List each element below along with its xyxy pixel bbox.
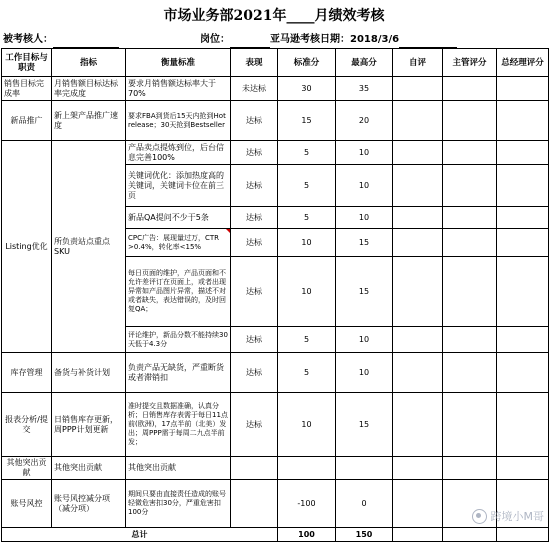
supervisor-score-cell[interactable] <box>443 165 497 207</box>
self-eval-cell[interactable] <box>393 480 443 528</box>
standard-text: CPC广告：展现量过万，CTR >0.4%，转化率<15% <box>128 233 220 251</box>
supervisor-score-cell[interactable] <box>443 457 497 480</box>
table-row <box>2 141 549 165</box>
table-row <box>2 353 549 393</box>
total-gm-score[interactable] <box>497 528 549 542</box>
standard-cell: 准时提交且数据准确，认真分析；日销售库存表需于每日11点前(欧洲)，17点半前（北美）发出；周PPP需于每周二九点半前发； <box>126 393 231 457</box>
self-eval-cell[interactable] <box>393 393 443 457</box>
std-score-cell: 15 <box>278 101 336 141</box>
max-score-cell: 10 <box>336 165 393 207</box>
gm-score-cell[interactable] <box>497 393 549 457</box>
self-eval-cell[interactable] <box>393 141 443 165</box>
max-score-cell: 15 <box>336 229 393 257</box>
self-eval-cell[interactable] <box>393 77 443 101</box>
post-blank[interactable] <box>230 35 270 48</box>
std-score-cell: 5 <box>278 353 336 393</box>
performance-cell <box>231 457 278 480</box>
gm-score-cell[interactable] <box>497 229 549 257</box>
max-score-cell: 10 <box>336 327 393 353</box>
performance-cell: 达标 <box>231 257 278 327</box>
performance-cell: 达标 <box>231 327 278 353</box>
post-field <box>200 31 457 48</box>
indicator-cell: 月销售额目标达标率完成度 <box>52 77 126 101</box>
std-score-cell: 10 <box>278 257 336 327</box>
standard-cell: 要求月销售额达标率大于70% <box>126 77 231 101</box>
total-max-score: 150 <box>336 528 393 542</box>
standard-cell: 期间只要由直接责任造成的账号轻微危害扣30分，严重危害扣100分 <box>126 480 231 528</box>
indicator-cell: 账号风控减分项（减分项） <box>52 480 126 528</box>
goal-cell: Listing优化 <box>2 141 52 353</box>
std-score-cell: -100 <box>278 480 336 528</box>
gm-score-cell[interactable] <box>497 327 549 353</box>
goal-cell: 库存管理 <box>2 353 52 393</box>
table-row <box>2 101 549 141</box>
max-score-cell: 20 <box>336 101 393 141</box>
supervisor-score-cell[interactable] <box>443 393 497 457</box>
header-gm-score: 总经理评分 <box>497 49 549 77</box>
date-blank-tail[interactable] <box>399 35 457 48</box>
self-eval-cell[interactable] <box>393 457 443 480</box>
supervisor-score-cell[interactable] <box>443 207 497 229</box>
header-standard: 衡量标准 <box>126 49 231 77</box>
max-score-cell: 15 <box>336 257 393 327</box>
standard-cell: 负责产品无缺货，严重断货或者滞销扣 <box>126 353 231 393</box>
goal-cell: 销售目标完成率 <box>2 77 52 101</box>
header-std-score: 标准分 <box>278 49 336 77</box>
performance-cell: 达标 <box>231 101 278 141</box>
table-row <box>2 393 549 457</box>
max-score-cell: 15 <box>336 393 393 457</box>
std-score-cell: 30 <box>278 77 336 101</box>
self-eval-cell[interactable] <box>393 101 443 141</box>
gm-score-cell[interactable] <box>497 207 549 229</box>
supervisor-score-cell[interactable] <box>443 327 497 353</box>
performance-cell: 达标 <box>231 353 278 393</box>
assessee-label: 被考核人： <box>3 34 53 45</box>
indicator-cell: 备货与补货计划 <box>52 353 126 393</box>
max-score-cell: 10 <box>336 141 393 165</box>
table-row <box>2 77 549 101</box>
standard-cell: 新品QA提问不少于5条 <box>126 207 231 229</box>
standard-cell: 产品卖点提炼到位，后台信息完善100% <box>126 141 231 165</box>
max-score-cell: 0 <box>336 480 393 528</box>
performance-cell: 未达标 <box>231 77 278 101</box>
performance-cell <box>231 480 278 528</box>
assessee-field <box>3 31 119 48</box>
std-score-cell: 5 <box>278 165 336 207</box>
post-label: 岗位： <box>200 34 230 45</box>
standard-cell: 要求FBA到货后15天内抢到Hot release；30天抢到Bestseller <box>126 101 231 141</box>
standard-cell: 其他突出贡献 <box>126 457 231 480</box>
header-supervisor-score: 主管评分 <box>443 49 497 77</box>
std-score-cell: 5 <box>278 141 336 165</box>
goal-cell: 新品推广 <box>2 101 52 141</box>
supervisor-score-cell[interactable] <box>443 101 497 141</box>
gm-score-cell[interactable] <box>497 141 549 165</box>
std-score-cell <box>278 457 336 480</box>
gm-score-cell[interactable] <box>497 77 549 101</box>
performance-cell: 达标 <box>231 141 278 165</box>
self-eval-cell[interactable] <box>393 165 443 207</box>
indicator-cell: 其他突出贡献 <box>52 457 126 480</box>
std-score-cell: 10 <box>278 229 336 257</box>
standard-cell <box>126 229 231 257</box>
performance-cell: 达标 <box>231 393 278 457</box>
max-score-cell <box>336 457 393 480</box>
self-eval-cell[interactable] <box>393 229 443 257</box>
standard-cell: 关键词优化：添加热度高的关键词，关键词卡位在前三页 <box>126 165 231 207</box>
assessment-table <box>1 48 549 542</box>
performance-cell: 达标 <box>231 165 278 207</box>
table-row <box>2 457 549 480</box>
std-score-cell: 5 <box>278 207 336 229</box>
watermark-text: 跨境小M哥 <box>490 510 544 523</box>
gm-score-cell[interactable] <box>497 257 549 327</box>
supervisor-score-cell[interactable] <box>443 77 497 101</box>
wechat-logo-icon <box>472 509 487 524</box>
post-value: 亚马逊考核日期：2018/3/6 <box>270 34 400 45</box>
total-self-eval[interactable] <box>393 528 443 542</box>
total-label: 总计 <box>2 528 278 542</box>
performance-cell: 达标 <box>231 229 278 257</box>
indicator-cell: 日销售库存更新，周PPP计划更新 <box>52 393 126 457</box>
supervisor-score-cell[interactable] <box>443 257 497 327</box>
goal-cell: 其他突出贡献 <box>2 457 52 480</box>
indicator-cell: 新上架产品推广速度 <box>52 101 126 141</box>
header-performance: 表现 <box>231 49 278 77</box>
gm-score-cell[interactable] <box>497 101 549 141</box>
performance-cell: 达标 <box>231 207 278 229</box>
max-score-cell: 10 <box>336 207 393 229</box>
self-eval-cell[interactable] <box>393 353 443 393</box>
total-row <box>2 528 549 542</box>
std-score-cell: 10 <box>278 393 336 457</box>
header-max-score: 最高分 <box>336 49 393 77</box>
max-score-cell: 35 <box>336 77 393 101</box>
header-row <box>2 49 549 77</box>
sheet-title: 市场业务部2021年____月绩效考核 <box>163 8 385 24</box>
supervisor-score-cell[interactable] <box>443 229 497 257</box>
assessee-blank[interactable] <box>53 35 119 48</box>
max-score-cell: 10 <box>336 353 393 393</box>
goal-cell: 报表分析/提交 <box>2 393 52 457</box>
header-indicator: 指标 <box>52 49 126 77</box>
goal-cell: 账号风控 <box>2 480 52 528</box>
supervisor-score-cell[interactable] <box>443 353 497 393</box>
supervisor-score-cell[interactable] <box>443 141 497 165</box>
table-row <box>2 480 549 528</box>
indicator-cell: 所负责站点重点SKU <box>52 141 126 353</box>
self-eval-cell[interactable] <box>393 257 443 327</box>
total-std-score: 100 <box>278 528 336 542</box>
self-eval-cell[interactable] <box>393 327 443 353</box>
std-score-cell: 5 <box>278 327 336 353</box>
gm-score-cell[interactable] <box>497 165 549 207</box>
gm-score-cell[interactable] <box>497 457 549 480</box>
total-supervisor-score[interactable] <box>443 528 497 542</box>
standard-cell: 评论维护，新品分数不能持续30天低于4.3分 <box>126 327 231 353</box>
header-goal: 工作目标与职责 <box>2 49 52 77</box>
self-eval-cell[interactable] <box>393 207 443 229</box>
comment-marker <box>226 229 230 233</box>
header-self-eval: 自评 <box>393 49 443 77</box>
gm-score-cell[interactable] <box>497 353 549 393</box>
watermark <box>472 508 545 524</box>
standard-cell: 每日页面的维护，产品页面和不允许差评订在页面上，或者出现异常如产品图片异常，描述不对或者缺失，表达错误的，及时回复QA； <box>126 257 231 327</box>
